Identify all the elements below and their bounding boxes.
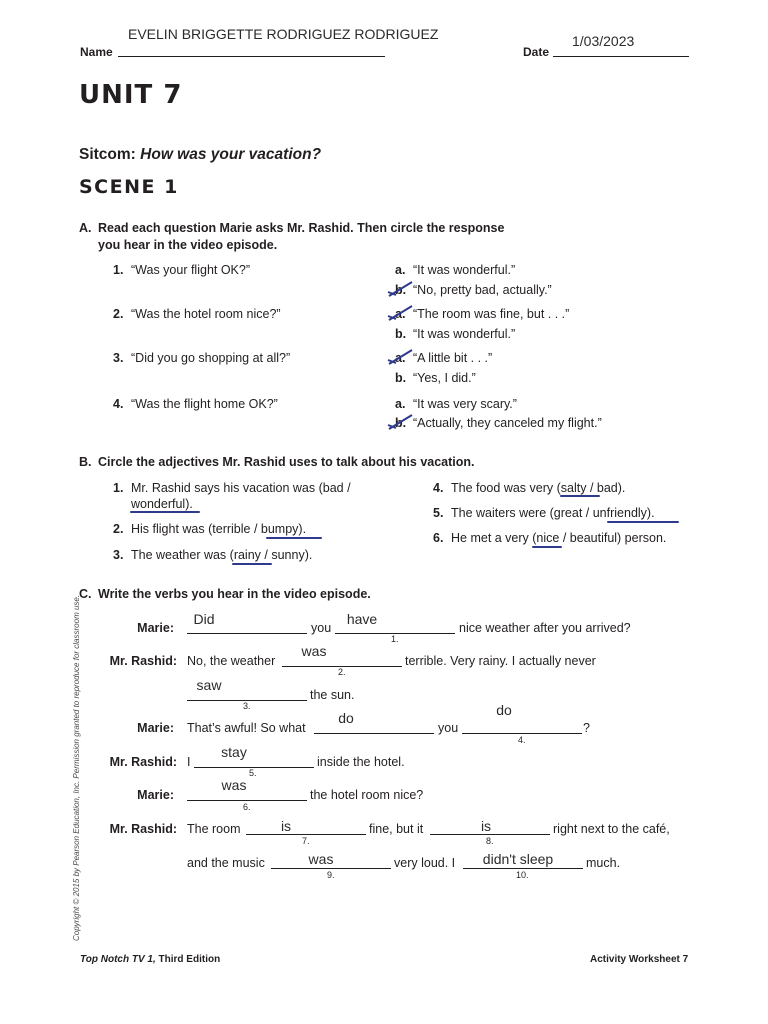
scene-title: SCENE 1: [79, 176, 179, 198]
b5-number: 5.: [433, 506, 444, 520]
date-value: 1/03/2023: [572, 33, 635, 49]
speaker-marie-3: Marie:: [137, 788, 174, 802]
a1-check-mark: [386, 280, 416, 298]
unit-title: UNIT 7: [79, 80, 183, 110]
a2-option-a: “The room was fine, but . . .”: [413, 307, 570, 321]
b1-line-2: wonderful).: [131, 497, 193, 511]
b1-circle-mark: [130, 511, 200, 513]
section-a-instruction-2: you hear in the video episode.: [98, 238, 278, 252]
a1-option-a-label: a.: [395, 263, 406, 277]
name-label: Name: [80, 45, 113, 59]
b6-circle-mark: [532, 546, 562, 548]
a4-check-mark: [386, 413, 416, 431]
answer-do: do: [338, 710, 354, 726]
sitcom-heading: [79, 146, 321, 164]
b3-circle-mark: [232, 563, 272, 565]
section-b-letter: B.: [79, 455, 92, 469]
student-name: EVELIN BRIGGETTE RODRIGUEZ RODRIGUEZ: [128, 26, 439, 42]
a3-option-a: “A little bit . . .”: [413, 351, 493, 365]
text-the-room: The room: [187, 822, 241, 836]
b2-text: His flight was (terrible / bumpy).: [131, 522, 307, 536]
b6-number: 6.: [433, 531, 444, 545]
footer-edition: Third Edition: [155, 954, 221, 965]
answer-did: Did: [193, 611, 215, 627]
number-4: 4.: [518, 735, 526, 745]
blank-4[interactable]: [462, 733, 582, 734]
a2-option-b-label: b.: [395, 327, 407, 341]
a4-option-b-label: b.: [395, 416, 407, 430]
answer-1: have: [346, 611, 378, 627]
section-c-instruction: Write the verbs you hear in the video episode.: [98, 587, 371, 601]
a4-number: 4.: [113, 397, 124, 411]
text-the-sun: the sun.: [310, 688, 355, 702]
b1-number: 1.: [113, 481, 124, 495]
answer-3: saw: [196, 677, 222, 693]
number-6: 6.: [243, 802, 251, 812]
text-nice-weather: nice weather after you arrived?: [459, 621, 631, 635]
a1-option-b: “No, pretty bad, actually.”: [413, 283, 552, 297]
section-a-letter: A.: [79, 221, 92, 235]
a1-option-a: “It was wonderful.”: [413, 263, 516, 277]
a3-option-b: “Yes, I did.”: [413, 371, 476, 385]
text-fine-but-it: fine, but it: [369, 822, 424, 836]
a2-check-mark: [386, 304, 416, 322]
text-no-weather: No, the weather: [187, 654, 276, 668]
a2-question: “Was the hotel room nice?”: [131, 307, 281, 321]
a4-option-a: “It was very scary.”: [413, 397, 517, 411]
text-and-the-music: and the music: [187, 856, 265, 870]
a2-option-a-label: a.: [395, 307, 406, 321]
answer-6: was: [221, 777, 247, 793]
section-b-instruction: Circle the adjectives Mr. Rashid uses to talk about his vacation.: [98, 455, 475, 469]
number-9: 9.: [327, 870, 335, 880]
name-line: [118, 56, 385, 57]
text-right-next: right next to the café,: [553, 822, 670, 836]
speaker-marie-2: Marie:: [137, 721, 174, 735]
text-qmark: ?: [583, 721, 590, 735]
b5-circle-mark: [607, 521, 679, 523]
a3-question: “Did you go shopping at all?”: [131, 351, 291, 365]
answer-7: is: [280, 818, 292, 834]
speaker-rashid-1: Mr. Rashid:: [109, 654, 177, 668]
number-5: 5.: [249, 768, 257, 778]
footer-book: [80, 954, 220, 965]
speaker-rashid-2: Mr. Rashid:: [109, 755, 177, 769]
blank-did[interactable]: [187, 633, 307, 634]
a3-option-b-label: b.: [395, 371, 407, 385]
a4-question: “Was the flight home OK?”: [131, 397, 278, 411]
text-i: I: [187, 755, 191, 769]
answer-9: was: [308, 851, 334, 867]
speaker-rashid-3: Mr. Rashid:: [109, 822, 177, 836]
answer-2: was: [301, 643, 327, 659]
number-2: 2.: [338, 667, 346, 677]
text-inside-hotel: inside the hotel.: [317, 755, 405, 769]
text-hotel-room-nice: the hotel room nice?: [310, 788, 424, 802]
number-1: 1.: [391, 634, 399, 644]
text-thats-awful: That’s awful! So what: [187, 721, 306, 735]
b4-circle-mark: [560, 495, 600, 497]
a3-option-a-label: a.: [395, 351, 406, 365]
sitcom-title: How was your vacation?: [140, 146, 322, 163]
answer-10: didn't sleep: [482, 851, 554, 867]
a3-check-mark: [386, 348, 416, 366]
a4-option-a-label: a.: [395, 397, 406, 411]
answer-5: stay: [221, 744, 247, 760]
b6-text: He met a very (nice / beautiful) person.: [451, 531, 667, 545]
speaker-marie: Marie:: [137, 621, 174, 635]
answer-8: is: [480, 818, 492, 834]
b4-text: The food was very (salty / bad).: [451, 481, 626, 495]
answer-4: do: [496, 702, 512, 718]
a4-option-b: “Actually, they canceled my flight.”: [413, 416, 602, 430]
blank-do[interactable]: [314, 733, 434, 734]
sitcom-label: Sitcom:: [79, 146, 136, 163]
a1-number: 1.: [113, 263, 124, 277]
b5-text: The waiters were (great / unfriendly).: [451, 506, 655, 520]
section-c-letter: C.: [79, 587, 92, 601]
a3-number: 3.: [113, 351, 124, 365]
number-8: 8.: [486, 836, 494, 846]
b2-number: 2.: [113, 522, 124, 536]
blank-7[interactable]: [246, 834, 366, 835]
b1-line-1: Mr. Rashid says his vacation was (bad /: [131, 481, 351, 495]
a2-option-b: “It was wonderful.”: [413, 327, 516, 341]
text-very-loud: very loud. I: [394, 856, 456, 870]
date-label: Date: [523, 45, 550, 59]
text-you-1: you: [311, 621, 332, 635]
number-7: 7.: [302, 836, 310, 846]
blank-10[interactable]: [463, 868, 583, 869]
text-terrible: terrible. Very rainy. I actually never: [405, 654, 596, 668]
blank-6[interactable]: [187, 800, 307, 801]
date-line: [553, 56, 689, 57]
footer-book-title: Top Notch TV 1,: [80, 954, 156, 965]
b4-number: 4.: [433, 481, 444, 495]
b3-number: 3.: [113, 548, 124, 562]
copyright-notice: Copyright © 2015 by Pearson Education, Inc. Permission granted to reproduce for classroom use.: [72, 594, 81, 941]
blank-9[interactable]: [271, 868, 391, 869]
a1-option-b-label: b.: [395, 283, 407, 297]
number-10: 10.: [516, 870, 529, 880]
a2-number: 2.: [113, 307, 124, 321]
section-a-instruction-1: Read each question Marie asks Mr. Rashid. Then circle the response: [98, 221, 505, 235]
footer-worksheet: Activity Worksheet 7: [590, 954, 689, 965]
b3-text: The weather was (rainy / sunny).: [131, 548, 313, 562]
number-3: 3.: [243, 701, 251, 711]
b2-circle-mark: [266, 537, 322, 539]
a1-question: “Was your flight OK?”: [131, 263, 251, 277]
text-much: much.: [586, 856, 621, 870]
blank-8[interactable]: [430, 834, 550, 835]
text-you-2: you: [438, 721, 459, 735]
